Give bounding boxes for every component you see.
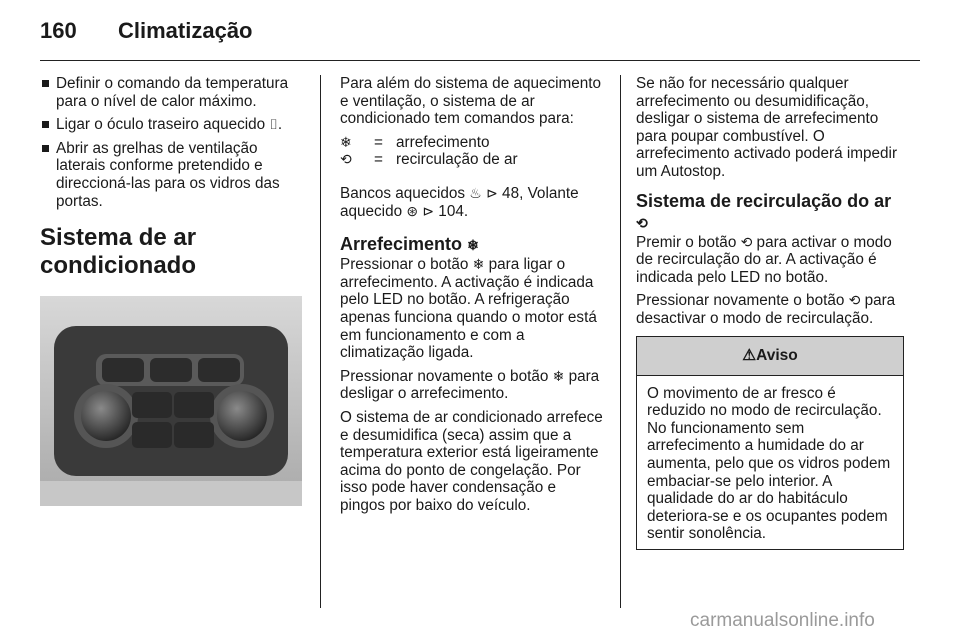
warning-triangle-icon: ⚠ [742, 346, 757, 364]
recirculation-icon: ⟲ [340, 151, 352, 168]
cooling-paragraph-2: Pressionar novamente o botão ❄ para desligar o arrefecimento. [340, 367, 600, 403]
cooling-icon: ❄ [552, 367, 565, 384]
recirculation-paragraph-2: Pressionar novamente o botão ⟲ para desactivar o modo de recirculação. [636, 292, 896, 327]
header-rule [40, 60, 920, 61]
page-reference-icon: ⊳ [486, 184, 498, 201]
cooling-icon: ❄ [467, 237, 479, 254]
column-3 [636, 75, 904, 550]
legend-row-recirculation: ⟲ = recirculação de ar [340, 151, 518, 169]
legend-row-cooling: ❄ = arrefecimento [340, 133, 490, 151]
column-divider [620, 75, 621, 608]
bullet-item: Definir o comando da temperatura para o nível de calor máximo. [40, 75, 302, 110]
bullet-item: Abrir as grelhas de ventilação laterais conforme pretendido e direccioná-las para os vidros das portas. [40, 140, 302, 210]
heated-steering-wheel-icon: ⊛ [406, 202, 419, 219]
bullet-square-icon [42, 145, 49, 152]
page-reference-icon: ⊳ [422, 202, 435, 219]
warning-header: ⚠Aviso [637, 337, 903, 376]
warning-box [636, 336, 904, 550]
bullet-item: Ligar o óculo traseiro aquecido ⌷. [40, 116, 302, 134]
rear-window-heater-icon: ⌷ [269, 116, 278, 133]
climate-control-panel-illustration [40, 296, 302, 506]
recirculation-paragraph-1: Premir o botão ⟲ para activar o modo de recirculação do ar. A activação é indicada pelo LED no botão. [636, 233, 892, 286]
bullet-square-icon [42, 121, 49, 128]
heated-seat-icon: ♨ [469, 184, 482, 201]
warning-body: O movimento de ar fresco é reduzido no modo de recirculação. No funcionamento sem arrefecimento a humidade do ar aumenta, pelo que os vidros podem embaciar-se pelo interior. A qualidade do ar do habitáculo deteriora-se e os ocupantes podem sentir sonolência. [647, 384, 891, 543]
bullet-list [40, 75, 302, 210]
chapter-title: Climatização [118, 18, 253, 43]
column-1 [40, 75, 302, 506]
cooling-icon: ❄ [472, 256, 485, 273]
climate-control-panel-image [40, 296, 302, 506]
bullet-square-icon [42, 80, 49, 87]
page-number: 160 [40, 18, 77, 43]
section-heading-recirculation: Sistema de recirculação do ar ⟲ [636, 191, 904, 234]
seats-reference: Bancos aquecidos ♨ ⊳ 48, Volante aquecido ⊛ ⊳ 104. [340, 184, 579, 220]
recirculation-icon: ⟲ [636, 214, 648, 231]
fuel-paragraph: Se não for necessário qualquer arrefecimento ou desumidificação, desligar o sistema de arrefecimento para poupar combustível. O arrefecimento activado poderá impedir um Autostop. [636, 75, 898, 180]
cooling-paragraph-1: Pressionar o botão ❄ para ligar o arrefecimento. A activação é indicada pelo LED no botão. A refrigeração apenas funciona quando o motor está em funcionamento e com a climatização ligada. [340, 256, 597, 362]
recirculation-icon: ⟲ [740, 233, 753, 250]
recirculation-icon: ⟲ [848, 292, 861, 309]
page-header [40, 18, 920, 48]
section-heading-cooling: Arrefecimento ❄ [340, 234, 479, 255]
cooling-paragraph-3: O sistema de ar condicionado arrefece e desumidifica (seca) assim que a temperatura exterior está ligeiramente acima do ponto de congelação. Por isso pode haver condensação e pingos por baixo do veículo. [340, 408, 603, 514]
watermark: carmanualsonline.info [690, 610, 875, 631]
cooling-icon: ❄ [340, 133, 352, 150]
column-2 [340, 75, 604, 520]
intro-paragraph: Para além do sistema de aquecimento e ventilação, o sistema de ar condicionado tem comandos para: [340, 75, 602, 128]
column-divider [320, 75, 321, 608]
section-heading-ac: Sistema de ar condicionado [40, 224, 197, 280]
